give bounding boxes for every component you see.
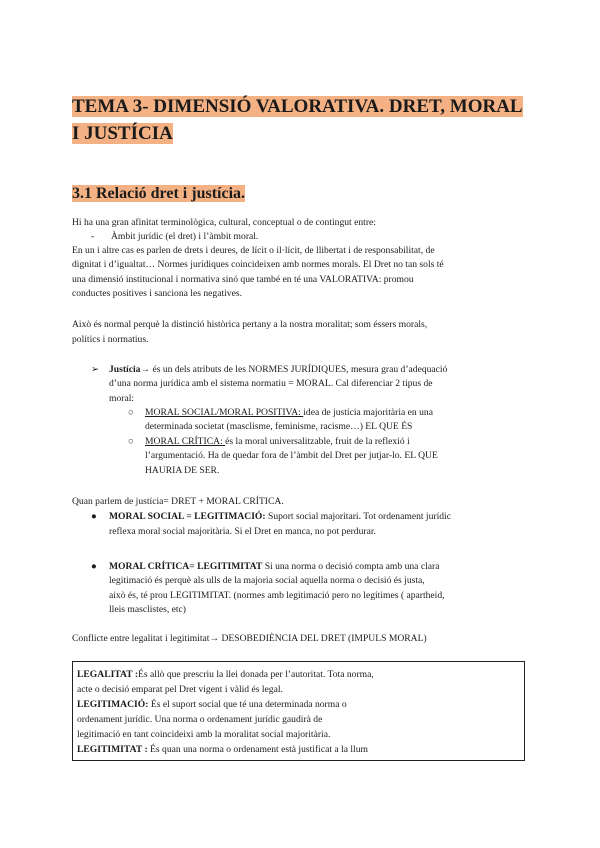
justicia-formula: Quan parlem de justícia= DRET + MORAL CRÍTICA. [72,496,284,507]
moral-critica-term: MORAL CRÍTICA: [145,436,226,447]
critica-text-1: Si una norma o decisió compta amb una clara [262,561,440,572]
social-text-1: Suport social majoritari. Tot ordenament jurídic [265,511,451,522]
moral-social-line-2: determinada societat (masclisme, feminisme, racisme…) EL QUE ÉS [145,421,413,432]
moral-social-term: MORAL SOCIAL/MORAL POSITIVA: [145,407,304,418]
conflict-line: Conflicte entre legalitat i legitimitat→ DESOBEDIÈNCIA DEL DRET (IMPULS MORAL) [72,633,427,644]
social-line-1 [109,510,451,525]
para2-line-2: polítics i normatius. [72,334,149,345]
justicia-line-3: moral: [109,393,135,404]
critica-term: MORAL CRÍTICA= LEGITIMITAT [109,561,263,572]
intro-line-2: Àmbit jurídic (el dret) i l’àmbit moral. [111,231,259,242]
legitimacio-line-3: legitimació en tant coincideixi amb la moralitat social majoritària. [77,729,331,740]
critica-line-2: legitimació és perquè als ulls de la majoria social aquella norma o decisió és justa, [109,575,425,586]
legalitat-term: LEGALITAT : [77,669,139,680]
moral-social-text-1: idea de justícia majoritària en una [303,407,433,418]
legitimacio-term: LEGITIMACIÓ: [77,699,149,710]
moral-critica-text-1: és la moral universalitzable, fruit de la reflexió i [225,436,410,447]
dot-bullet-1: ● [91,511,97,522]
legalitat-line-2: acte o decisió emparat pel Dret vigent i vàlid és legal. [77,684,283,695]
social-term: MORAL SOCIAL = LEGITIMACIÓ: [109,511,266,522]
sub-bullet-1: ○ [128,407,134,418]
dot-bullet-2: ● [91,561,97,572]
legitimitat-text-1: És quan una norma o ordenament està justificat a la llum [147,744,368,755]
legalitat-line-1 [77,668,374,683]
dash-bullet: - [91,231,95,242]
moral-social-line-1 [145,406,433,421]
moral-critica-line-2: l’argumentació. Ha de quedar fora de l’àmbit del Dret per jutjar-lo. EL QUE [145,450,438,461]
critica-line-1 [109,560,439,575]
moral-critica-line-1 [145,435,410,450]
page-title: TEMA 3- DIMENSIÓ VALORATIVA. DRET, MORAL I JUSTÍCIA [72,96,523,144]
legitimitat-line-1 [77,743,368,758]
legitimitat-term: LEGITIMITAT : [77,744,148,755]
justicia-term: Justícia→ [109,364,151,375]
section-heading: 3.1 Relació dret i justícia. [72,185,246,202]
para2-line-1: Això és normal perquè la distinció històrica pertany a la nostra moralitat; som éssers morals, [72,319,428,330]
justicia-text-1: és un dels atributs de les NORMES JURÍDIQUES, mesura grau d’adequació [150,364,448,375]
moral-critica-line-3: HAURIA DE SER. [145,465,220,476]
social-line-2: reflexa moral social majoritària. Si el Dret en manca, no pot perdurar. [109,526,376,537]
sub-bullet-2: ○ [128,436,134,447]
intro-line-4: dignitat i d’igualtat… Normes jurídiques coincideixen amb normes morals. El Dret no tan sols té [72,259,444,270]
intro-line-1: Hi ha una gran afinitat terminològica, cultural, conceptual o de contingut entre: [72,217,376,228]
arrow-bullet-icon: ➢ [91,364,100,375]
critica-line-3: això és, té prou LEGITIMITAT. (normes amb legitimació pero no legítimes ( apartheid, [109,590,445,601]
legalitat-text-1: És allò que prescriu la llei donada per l’autoritat. Tota norma, [138,669,374,680]
critica-line-4: lleis masclistes, etc) [109,604,186,615]
justicia-line-2: d’una norma jurídica amb el sistema normatiu = MORAL. Cal diferenciar 2 tipus de [109,378,433,389]
justicia-line-1 [109,363,447,378]
intro-line-3: En un i altre cas es parlen de drets i deures, de lícit o il·lícit, de llibertat i de responsabilitat, de [72,245,435,256]
intro-line-6: conductes positives i sanciona les negatives. [72,288,242,299]
legitimacio-line-1 [77,698,347,713]
legitimacio-text-1: És el suport social que té una determinada norma o [148,699,347,710]
legitimacio-line-2: ordenament jurídic. Una norma o ordenament jurídic gaudirà de [77,714,323,725]
intro-line-5: una dimensió institucional i normativa sinó que també en té una VALORATIVA: promou [72,274,414,285]
